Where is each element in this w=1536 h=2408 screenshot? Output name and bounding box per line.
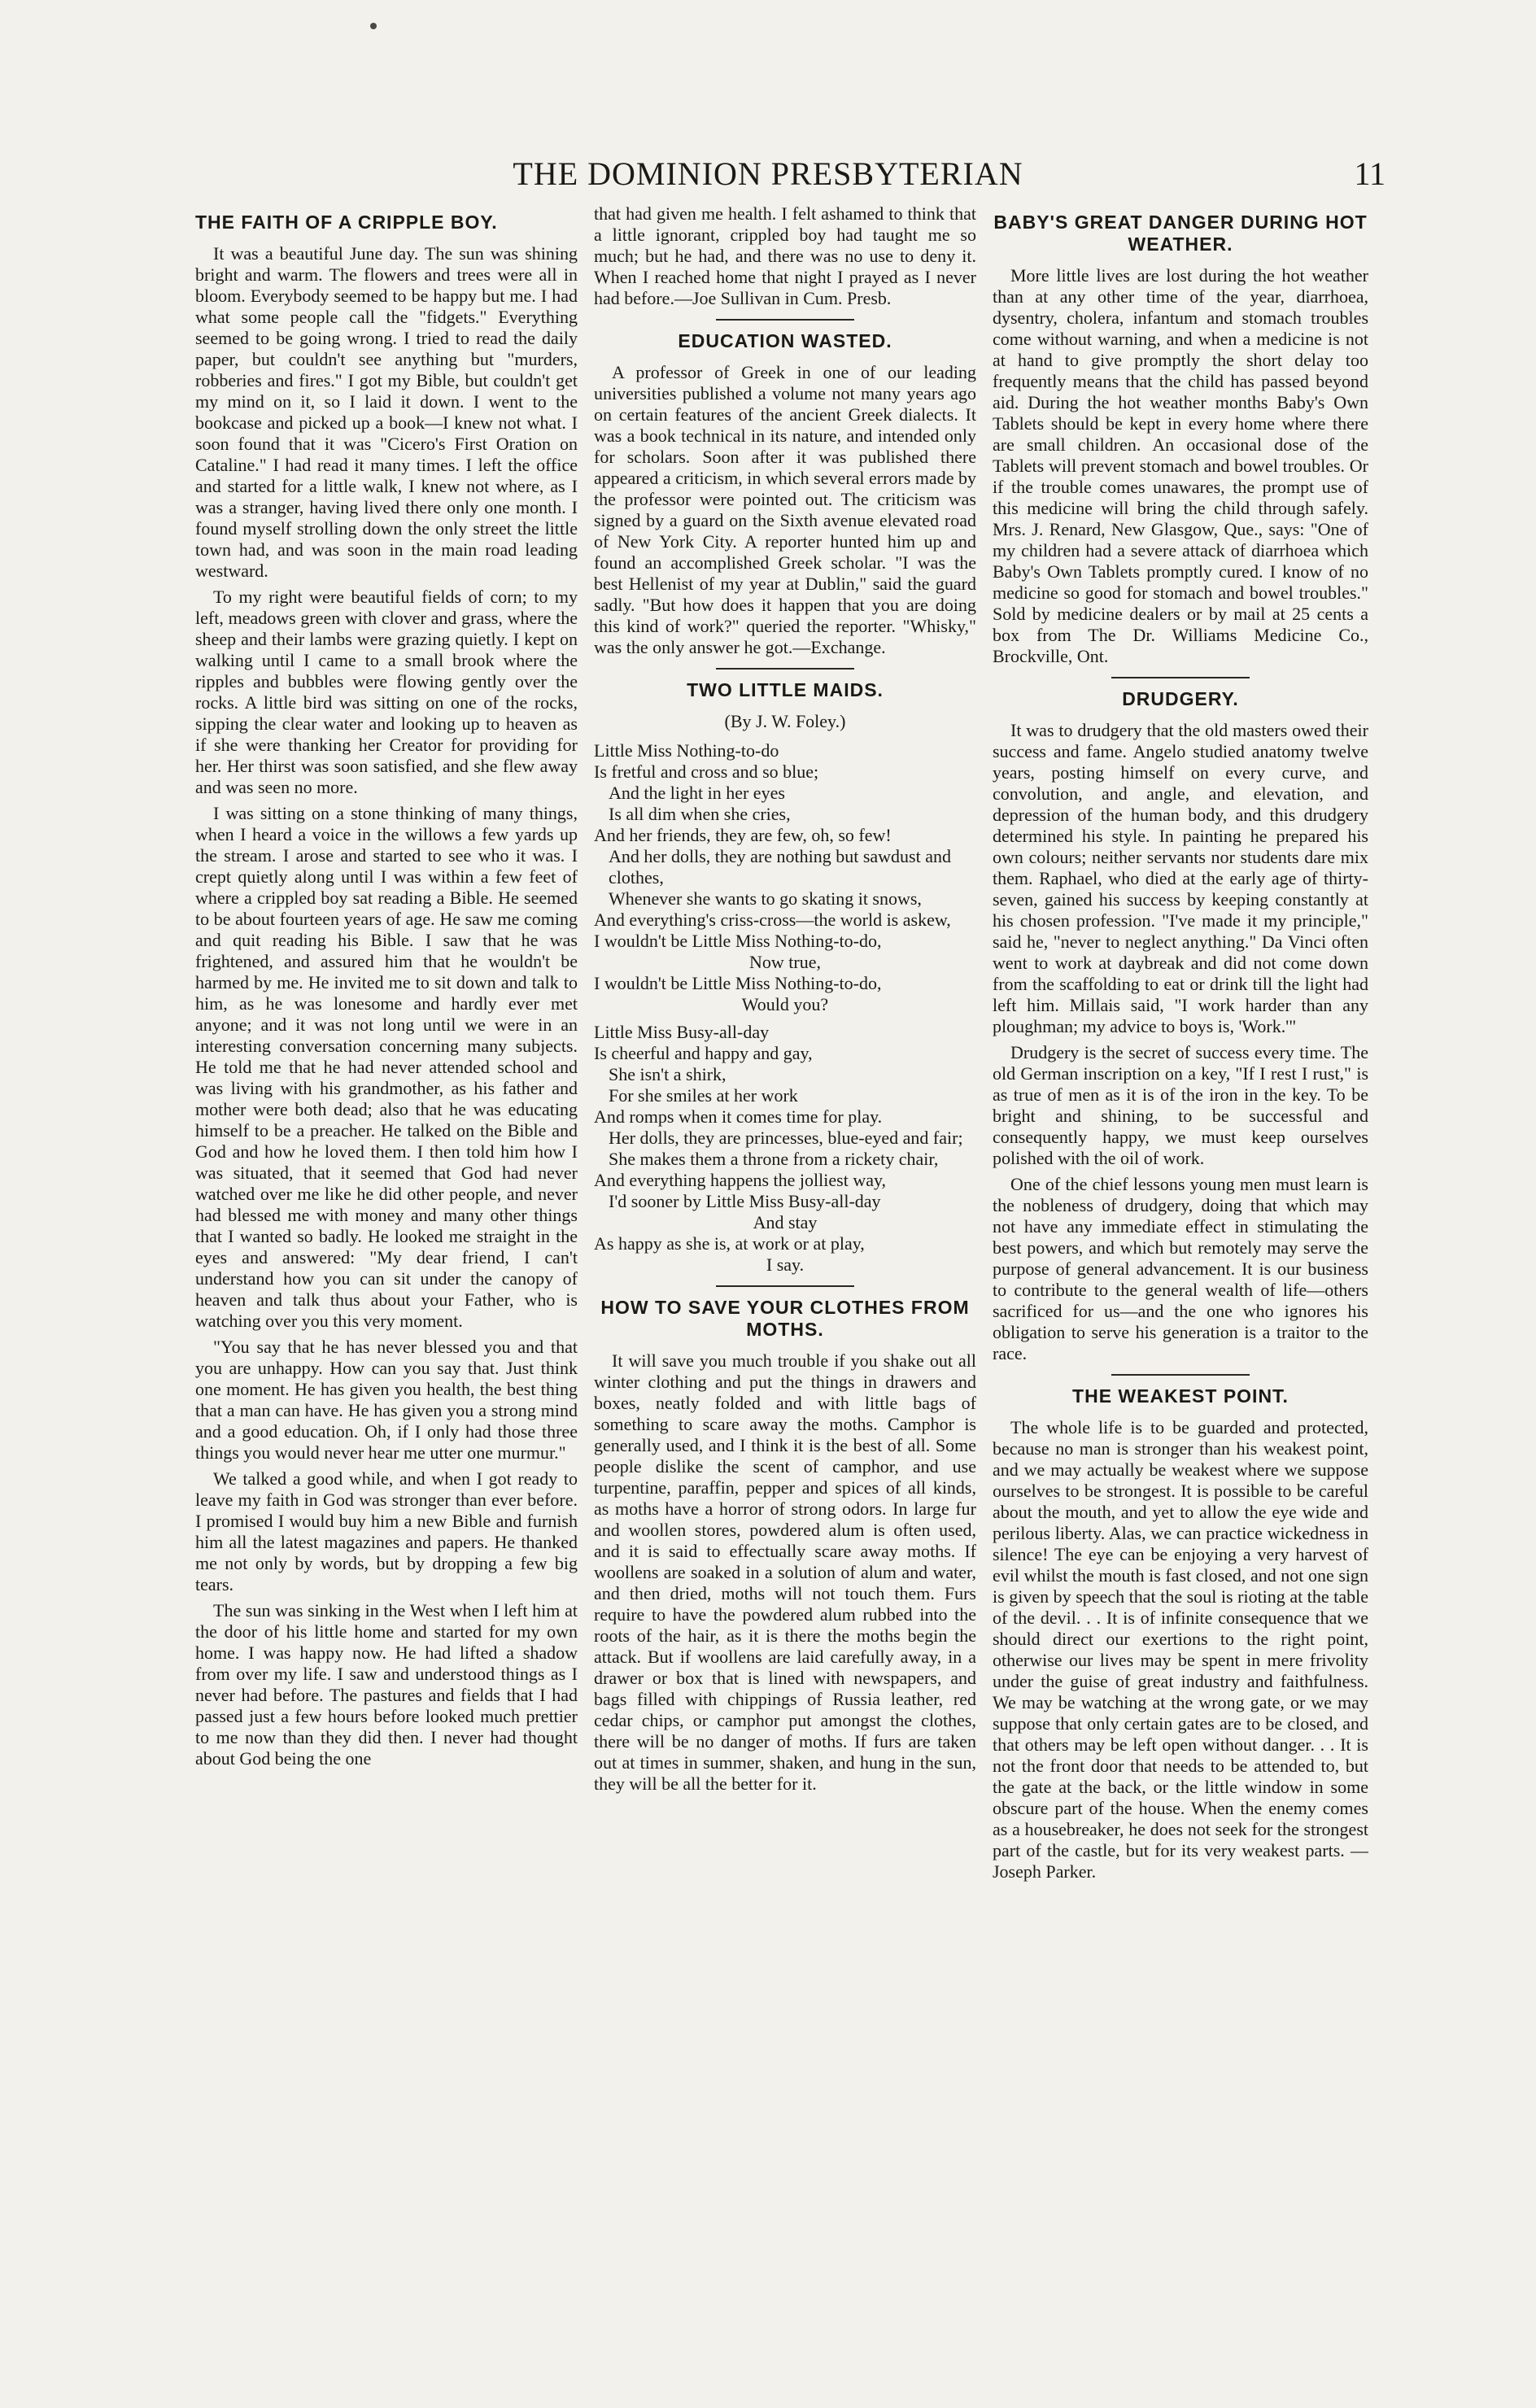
paragraph: The whole life is to be guarded and protected, because no man is stronger than his weakest point, and we may actually be weakest where we suppose ourselves to be strongest. It is possible to be careful about the mouth, and yet to allow the eye wide and perilous liberty. Alas, we can practice wickedness in silence! The eye can be enjoying a very harvest of evil whilst the mouth is fast closed, and not one sign is given by speech that the soul is rioting at the table of the devil. . . It is of infinite consequence that we should direct our exertions to the right point, otherwise our lives may be spent in mere frivolity under the guise of great industry and faithfulness. We may be watching at the wrong gate, or we may suppose that only certain gates are to be closed, and that others may be left open without danger. . . It is not the front door that needs to be attended to, but the gate at the back, or the little window in some obscure part of the house. When the enemy comes as a housebreaker, he does not seek for the strongest part of the castle, but for its very weakest parts. —Joseph Parker. [993, 1417, 1368, 1882]
poem-line: Would you? [741, 994, 829, 1014]
paragraph: One of the chief lessons young men must learn is the nobleness of drudgery, doing that which may not have any immediate effect in stimulating the best powers, and which but remotely may serve the purpose of general advancement. It is our business to contribute to the general wealth of life—others sacrificed for us—and the one who ignores his obligation to serve his generation is a traitor to the race. [993, 1174, 1368, 1363]
poem-line: And everything happens the jolliest way, [594, 1170, 887, 1190]
paragraph: The sun was sinking in the West when I left him at the door of his little home and started for my own home. I was happy now. He had lifted a shadow from over my life. I saw and understood things as I never had before. The pastures and fields that I had passed just a few hours before looked much prettier to me now than they did then. I never had thought about God being the one [195, 1600, 578, 1769]
paragraph: "You say that he has never blessed you and that you are unhappy. How can you say that. Just think one moment. He has given you health, the best thing that a man can have. He has given you a strong mind and a good education. Oh, if I only had those three things you would never hear me utter one murmur." [195, 1337, 578, 1463]
poem-line: I say. [766, 1254, 805, 1275]
article-heading: THE FAITH OF A CRIPPLE BOY. [195, 212, 498, 233]
paragraph: It was a beautiful June day. The sun was shining bright and warm. The flowers and trees were all in bloom. Everybody seemed to be happy but me. I had what some people call the "fidgets." Everything seemed to be going wrong. I tried to read the daily paper, but couldn't see anything but "murders, robberies and fires." I got my Bible, but couldn't get my mind on it, so I laid it down. I went to the bookcase and picked up a book—I knew not what. I soon found that it was "Cicero's First Oration on Cataline." I had read it many times. I left the office and started for a little walk, I knew not where, as I was a stranger, having lived there only one month. I found myself strolling down the only street the little town had, and was soon in the main road leading westward. [195, 243, 578, 581]
paragraph: I was sitting on a stone thinking of many things, when I heard a voice in the willows a few yards up the stream. I arose and started to see who it was. I crept quietly along until I was within a few feet of where a crippled boy sat reading a Bible. He seemed to be about fourteen years of age. He saw me coming and quit reading his Bible. I saw that he was frightened, and assured him that he wouldn't be harmed by me. He invited me to sit down and talk to him, as he was lonesome and hardly ever met anyone; and it was not long until we were in an interesting conversation concerning many subjects. He told me that he had never attended school and was living with his grandmother, as his father and mother were both dead; also that he was educating himself to be a preacher. He talked on the Bible and God and how he loved them. I then told him how I was situated, that it seemed that God had never watched over me like he did other people, and never had blessed me with money and many other things that I wanted so badly. He looked me straight in the eyes and answered: "My dear friend, I can't understand how you can sit under the canopy of heaven and talk thus about your Father, who is watching over you this very moment. [195, 803, 578, 1331]
article-heading: EDUCATION WASTED. [678, 330, 892, 351]
article-heading: TWO LITTLE MAIDS. [687, 679, 884, 700]
poem-line: I wouldn't be Little Miss Nothing-to-do, [594, 931, 882, 951]
article-heading: BABY'S GREAT DANGER DURING HOT WEATHER. [993, 212, 1368, 255]
poem-line: Is cheerful and happy and gay, [594, 1043, 813, 1063]
section-divider [716, 319, 854, 321]
masthead-title: THE DOMINION PRESBYTERIAN [513, 155, 1023, 192]
masthead [0, 155, 1536, 195]
poem-line: For she smiles at her work [609, 1085, 798, 1106]
page-number: 11 [1354, 155, 1385, 192]
paragraph: A professor of Greek in one of our leading universities published a volume not many years ago on certain features of the ancient Greek dialects. It was a book technical in its nature, and intended only for scholars. Soon after it was published there appeared a criticism, in which several errors made by the professor were pointed out. The criticism was signed by a guard on the Sixth avenue elevated road of New York City. A reporter hunted him up and found an accomplished Greek scholar. "I was the best Hellenist of my year at Dublin," said the guard sadly. "But how does it happen that you are doing this kind of work?" queried the reporter. "Whisky," was the only answer he got.—Exchange. [594, 362, 976, 657]
article-heading: DRUDGERY. [1122, 688, 1239, 709]
poem-line: Whenever she wants to go skating it snows, [609, 888, 922, 909]
poem-line: Little Miss Busy-all-day [594, 1022, 770, 1042]
column-2 [594, 203, 976, 2286]
byline: (By J. W. Foley.) [724, 711, 846, 731]
section-divider [1111, 1374, 1250, 1376]
poem-line: As happy as she is, at work or at play, [594, 1233, 865, 1254]
poem-line: And stay [753, 1212, 818, 1232]
poem-line: Her dolls, they are princesses, blue-eyed and fair; [609, 1128, 963, 1148]
poem-line: And romps when it comes time for play. [594, 1106, 883, 1127]
article-heading: THE WEAKEST POINT. [1072, 1385, 1289, 1407]
paragraph: More little lives are lost during the hot weather than at any other time of the year, diarrhoea, dysentry, cholera, infantum and stomach troubles come without warning, and when a medicine is not at hand to give promptly the short delay too frequently means that the child has passed beyond aid. During the hot weather months Baby's Own Tablets should be kept in every home where there are small children. An occasional dose of the Tablets will prevent stomach and bowel troubles. Or if the trouble comes unawares, the prompt use of this medicine will bring the child through safely. Mrs. J. Renard, New Glasgow, Que., says: "One of my children had a severe attack of diarrhoea which Baby's Own Tablets promptly cured. I know of no medicine so good for stomach and bowel troubles." Sold by medicine dealers or by mail at 25 cents a box from The Dr. Williams Medicine Co., Brockville, Ont. [993, 265, 1368, 666]
article-heading: HOW TO SAVE YOUR CLOTHES FROM MOTHS. [600, 1297, 970, 1340]
poem-line: And the light in her eyes [609, 783, 785, 803]
ink-speck [370, 23, 377, 29]
poem-line: She makes them a throne from a rickety chair, [609, 1149, 939, 1169]
poem-line: She isn't a shirk, [609, 1064, 727, 1084]
paragraph: that had given me health. I felt ashamed to think that a little ignorant, crippled boy had taught me so much; but he had, and there was no use to deny it. When I reached home that night I prayed as I never had before.—Joe Sullivan in Cum. Presb. [594, 203, 976, 308]
column-3 [993, 203, 1368, 2286]
paragraph: It will save you much trouble if you shake out all winter clothing and put the things in drawers and boxes, neatly folded and with little bags of something to scare away the moths. Camphor is generally used, and I think it is the best of all. Some people dislike the scent of camphor, and use turpentine, paraffin, pepper and spices of all kinds, as moths have a horror of strong odors. In large fur and woollen stores, powdered alum is often used, and it is said to effectually scare away moths. If woollens are soaked in a solution of alum and water, and then dried, moths will not touch them. Furs require to have the powdered alum rubbed into the roots of the hair, as it is there the moths begin the attack. But if woollens are laid carefully away, in a drawer or box that is lined with newspapers, and bags filled with chippings of Russia leather, red cedar chips, or camphor put amongst the clothes, there will be no danger of moths. If furs are taken out at times in summer, shaken, and hung in the sun, they will be all the better for it. [594, 1350, 976, 1794]
poem-line: And her dolls, they are nothing but sawdust and clothes, [609, 846, 951, 888]
poem-line: I'd sooner by Little Miss Busy-all-day [609, 1191, 881, 1211]
poem-stanza [594, 740, 976, 1015]
poem-line: Little Miss Nothing-to-do [594, 740, 779, 761]
paragraph: We talked a good while, and when I got ready to leave my faith in God was stronger than ever before. I promised I would buy him a new Bible and furnish him all the latest magazines and papers. He thanked me not only by words, but by dropping a few big tears. [195, 1468, 578, 1594]
paragraph: It was to drudgery that the old masters owed their success and fame. Angelo studied anatomy twelve years, posting himself on every curve, and convolution, and angle, and elevation, and depression of the human body, and this drudgery determined his style. In painting he prepared his own colours; neither servants nor students dare mix them. Raphael, who died at the early age of thirty-seven, gained his success by keeping constantly at his chosen profession. "I've made it my principle," said he, "never to neglect anything." Da Vinci often went to work at daybreak and did not come down from the scaffolding to eat or drink till the light had left him. Millais said, "I work harder than any ploughman; my advice to boys is, 'Work.'" [993, 720, 1368, 1036]
poem-line: And her friends, they are few, oh, so few! [594, 825, 892, 845]
section-divider [1111, 677, 1250, 678]
poem-line: Is all dim when she cries, [609, 804, 791, 824]
paragraph: To my right were beautiful fields of corn; to my left, meadows green with clover and grass, where the sheep and their lambs were grazing quietly. I kept on walking until I came to a small brook where the ripples and bubbles were flowing gently over the rocks. A little bird was sitting on one of the rocks, sipping the clear water and looking up to heaven as if she were thanking her Creator for providing for her. Her thirst was soon satisfied, and she flew away and was seen no more. [195, 587, 578, 797]
poem-line: And everything's criss-cross—the world is askew, [594, 910, 951, 930]
paragraph: Drudgery is the secret of success every time. The old German inscription on a key, "If I rest I rust," is as true of men as it is of the iron in the key. To be bright and shining, to be successful and consequently happy, we must keep ourselves polished with the oil of work. [993, 1042, 1368, 1168]
poem-line: I wouldn't be Little Miss Nothing-to-do, [594, 973, 882, 993]
poem-line: Is fretful and cross and so blue; [594, 761, 819, 782]
column-1 [195, 203, 578, 2286]
poem-line: Now true, [749, 952, 821, 972]
section-divider [716, 1285, 854, 1287]
poem-stanza [594, 1022, 976, 1276]
section-divider [716, 668, 854, 670]
